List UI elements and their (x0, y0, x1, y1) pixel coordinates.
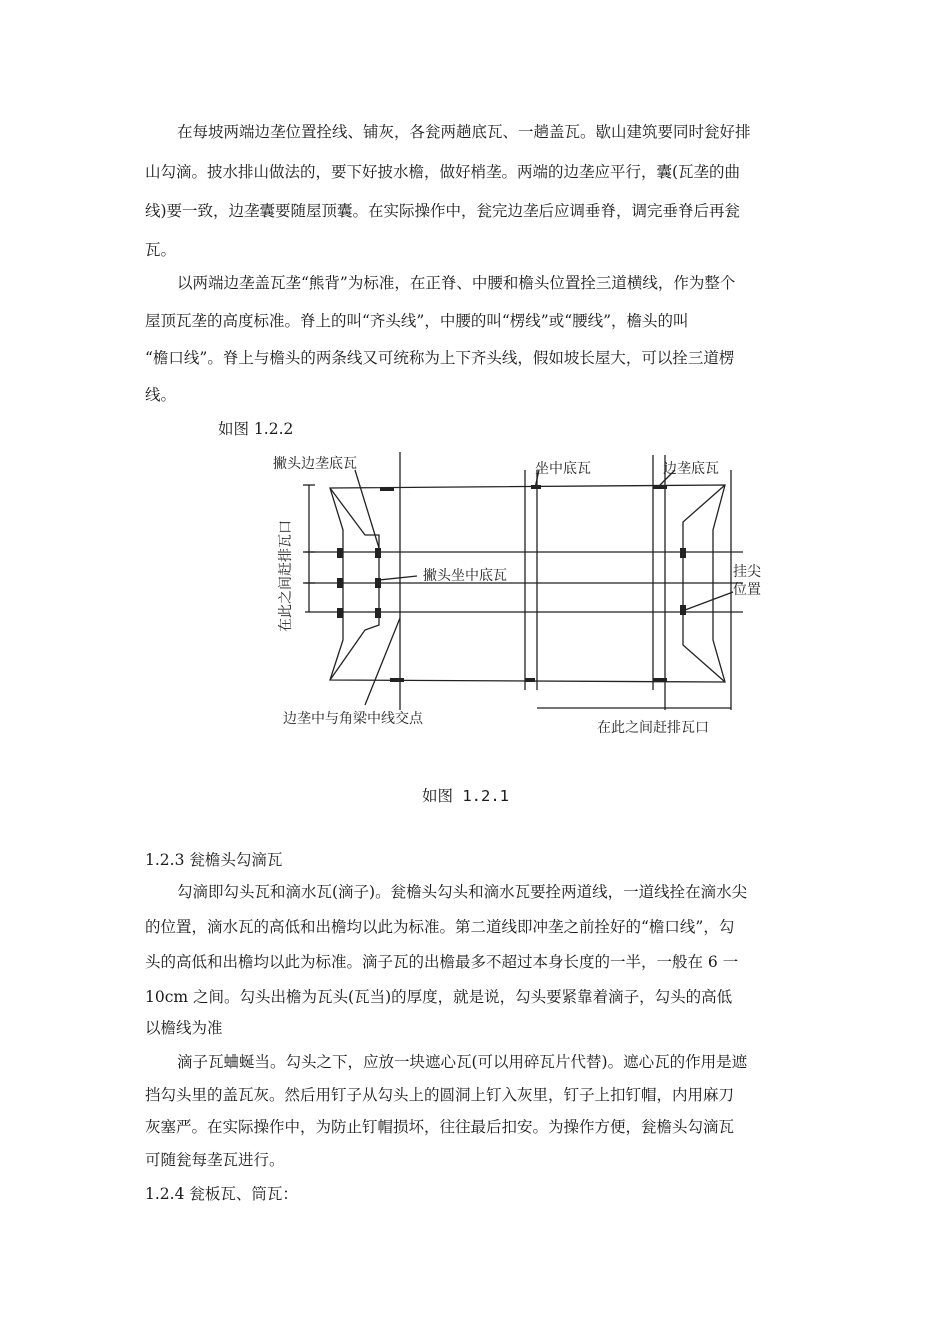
text-line: 10cm 之间。勾头出檐为瓦头(瓦当)的厚度，就是说，勾头要紧靠着滴子，勾头的高低 (145, 988, 733, 1006)
text-line: 勾滴即勾头瓦和滴水瓦(滴子)。瓮檐头勾头和滴水瓦要拴两道线，一道线拴在滴水尖 (177, 883, 748, 901)
figure-reference: 如图 1.2.2 (218, 420, 294, 438)
text-line: 以两端边垄盖瓦垄“熊背”为标准，在正脊、中腰和檐头位置拴三道横线，作为整个 (177, 274, 736, 292)
section-heading-1-2-3: 1.2.3 瓮檐头勾滴瓦 (145, 851, 283, 869)
text-line: 头的高低和出檐均以此为标准。滴子瓦的出檐最多不超过本身长度的一半，一般在 6 一 (145, 953, 739, 971)
label-bottom-right: 在此之间赶排瓦口 (597, 720, 709, 736)
text-line: 可随瓮每垄瓦进行。 (145, 1151, 285, 1169)
text-line: 线。 (145, 386, 177, 404)
text-line: 的位置，滴水瓦的高低和出檐均以此为标准。第二道线即冲垄之前拴好的“檐口线”，勾 (145, 918, 735, 936)
text-line: 屋顶瓦垄的高度标准。脊上的叫“齐头线”，中腰的叫“楞线”或“腰线”，檐头的叫 (145, 312, 689, 330)
text-line: 山勾滴。披水排山做法的，要下好披水檐，做好梢垄。两端的边垄应平行，囊(瓦垄的曲 (145, 163, 741, 181)
text-line: 瓦。 (145, 241, 177, 259)
roof-layout-diagram (255, 440, 761, 750)
text-line: 灰塞严。在实际操作中，为防止钉帽损坏，往往最后扣安。为操作方便，瓮檐头勾滴瓦 (145, 1118, 735, 1136)
text-line: “檐口线”。脊上与檐头的两条线又可统称为上下齐头线，假如坡长屋大，可以拴三道楞 (145, 349, 735, 367)
label-left-vertical: 在此之间赶排瓦口 (278, 520, 294, 632)
label-bottom-left: 边垄中与角梁中线交点 (283, 711, 423, 727)
leader-line (365, 618, 400, 705)
text-line: 挡勾头里的盖瓦灰。然后用钉子从勾头上的圆洞上钉入灰里，钉子上扣钉帽，内用麻刀 (145, 1086, 735, 1104)
leader-line (355, 470, 379, 548)
figure-caption: 如图 1.2.1 (422, 787, 509, 805)
label-center: 撇头坐中底瓦 (423, 568, 507, 584)
text-line: 以檐线为准 (145, 1019, 223, 1037)
text-line: 在每坡两端边垄位置拴线、铺灰，各瓮两趟底瓦、一趟盖瓦。歇山建筑要同时瓮好排 (177, 123, 751, 141)
section-heading-1-2-4: 1.2.4 瓮板瓦、筒瓦： (145, 1185, 298, 1203)
leader-line (379, 576, 417, 580)
leader-line (685, 592, 733, 610)
text-line: 线)要一致，边垄囊要随屋顶囊。在实际操作中，瓮完边垄后应调垂脊，调完垂脊后再瓮 (145, 202, 741, 220)
label-right-1: 挂尖 (733, 564, 761, 580)
label-top-right: 边垄底瓦 (663, 461, 719, 477)
label-right-2: 位置 (733, 582, 761, 598)
label-top-left: 撇头边垄底瓦 (273, 456, 357, 472)
text-line: 滴子瓦蛐蜒当。勾头之下，应放一块遮心瓦(可以用碎瓦片代替)。遮心瓦的作用是遮 (177, 1053, 748, 1071)
label-top-mid: 坐中底瓦 (535, 461, 591, 477)
